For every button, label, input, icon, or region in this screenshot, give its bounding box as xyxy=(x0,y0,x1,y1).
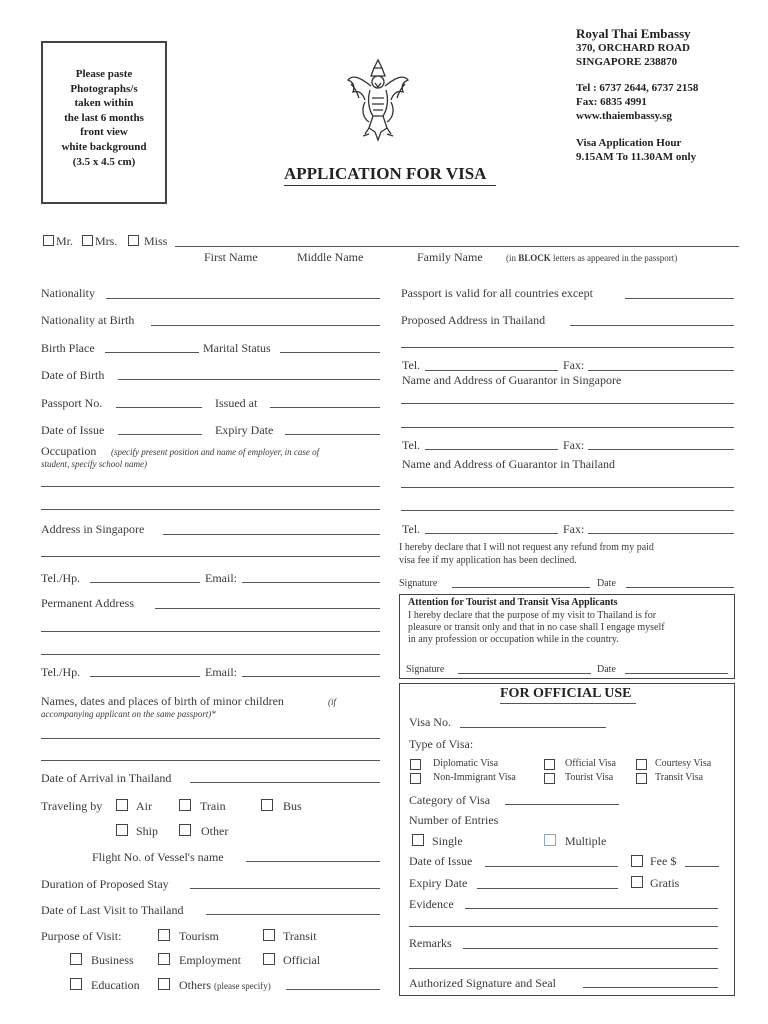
attention-text: I hereby declare that the purpose of my visit to Thailand is for xyxy=(408,610,657,621)
signature-1-field[interactable] xyxy=(452,587,590,588)
ship-label: Ship xyxy=(136,824,159,838)
fax-2-field[interactable] xyxy=(588,449,734,450)
flight-label: Flight No. of Vessel's name xyxy=(92,850,224,864)
nationality-label: Nationality xyxy=(41,286,95,300)
fax-3-label: Fax: xyxy=(563,522,585,536)
date-1-label: Date xyxy=(597,578,616,589)
nationality-birth-field[interactable] xyxy=(151,325,380,326)
evidence-label: Evidence xyxy=(409,897,454,911)
signature-1-label: Signature xyxy=(399,578,438,589)
refund-declaration: I hereby declare that I will not request any refund from my paid xyxy=(399,542,654,553)
business-checkbox[interactable] xyxy=(70,953,82,965)
fax-1-label: Fax: xyxy=(563,358,585,372)
occupation-note-2: student, specify school name) xyxy=(41,459,147,469)
air-checkbox[interactable] xyxy=(116,799,128,811)
non-immigrant-visa-checkbox[interactable] xyxy=(410,773,421,784)
address-sg-field-2[interactable] xyxy=(41,556,380,557)
proposed-address-field-1[interactable] xyxy=(570,325,734,326)
fee-checkbox[interactable] xyxy=(631,855,643,867)
education-label: Education xyxy=(91,978,140,992)
authorized-signature-field[interactable] xyxy=(583,987,718,988)
minor-children-label: Names, dates and places of birth of minor children xyxy=(41,694,284,708)
first-name-label: First Name xyxy=(204,250,258,264)
tel-hp-label: Tel./Hp. xyxy=(41,571,81,585)
permanent-address-label: Permanent Address xyxy=(41,596,134,610)
occupation-field-1[interactable] xyxy=(41,486,380,487)
name-field[interactable] xyxy=(175,246,739,247)
date-issue-label: Date of Issue xyxy=(41,423,105,437)
duration-field[interactable] xyxy=(190,888,380,889)
occupation-label: Occupation xyxy=(41,444,97,458)
last-visit-label: Date of Last Visit to Thailand xyxy=(41,903,184,917)
transit-visa-label: Transit Visa xyxy=(655,772,704,783)
marital-status-label: Marital Status xyxy=(203,341,271,355)
address-sg-field-1[interactable] xyxy=(163,534,380,535)
tel-2-field[interactable] xyxy=(425,449,558,450)
category-field[interactable] xyxy=(505,804,619,805)
occupation-note: (specify present position and name of employer, in case of xyxy=(111,447,320,457)
tel-hp-2-field[interactable] xyxy=(90,676,200,677)
tel-hp-2-label: Tel./Hp. xyxy=(41,665,81,679)
fax-3-field[interactable] xyxy=(588,533,734,534)
proposed-address-label: Proposed Address in Thailand xyxy=(401,313,546,327)
photo-line: Photographs/s xyxy=(70,82,138,95)
remarks-field-1[interactable] xyxy=(463,948,718,949)
email-2-label: Email: xyxy=(205,665,237,679)
attention-box xyxy=(399,594,735,679)
date-2-field[interactable] xyxy=(625,673,728,674)
family-name-label: Family Name xyxy=(417,250,483,264)
middle-name-label: Middle Name xyxy=(297,250,364,264)
tourism-checkbox[interactable] xyxy=(158,929,170,941)
occupation-field-2[interactable] xyxy=(41,509,380,510)
dob-field[interactable] xyxy=(118,379,380,380)
air-label: Air xyxy=(136,799,152,813)
bus-checkbox[interactable] xyxy=(261,799,273,811)
arrival-date-label: Date of Arrival in Thailand xyxy=(41,771,172,785)
non-immigrant-visa-label: Non-Immigrant Visa xyxy=(433,772,516,783)
miss-checkbox[interactable] xyxy=(128,235,139,246)
nationality-field[interactable] xyxy=(106,298,380,299)
other-checkbox[interactable] xyxy=(179,824,191,836)
passport-valid-field[interactable] xyxy=(625,298,734,299)
remarks-field-2[interactable] xyxy=(409,968,718,969)
visa-type-label: Type of Visa: xyxy=(409,737,474,751)
visa-no-label: Visa No. xyxy=(409,715,451,729)
mr-checkbox[interactable] xyxy=(43,235,54,246)
photo-box xyxy=(41,41,167,204)
duration-label: Duration of Proposed Stay xyxy=(41,877,169,891)
passport-valid-label: Passport is valid for all countries except xyxy=(401,286,593,300)
address-sg-label: Address in Singapore xyxy=(41,522,145,536)
bus-label: Bus xyxy=(283,799,302,813)
official-visa-label: Official Visa xyxy=(565,758,616,769)
email-2-field[interactable] xyxy=(242,676,380,677)
minor-children-note: (if xyxy=(328,697,336,707)
others-field[interactable] xyxy=(286,989,380,990)
remarks-label: Remarks xyxy=(409,936,452,950)
official-label: Official xyxy=(283,953,321,967)
tel-hp-field[interactable] xyxy=(90,582,200,583)
business-label: Business xyxy=(91,953,134,967)
traveling-by-label: Traveling by xyxy=(41,799,103,813)
other-label: Other xyxy=(201,824,229,838)
permanent-address-field-3[interactable] xyxy=(41,654,380,655)
official-title-underline xyxy=(500,703,636,704)
arrival-date-field[interactable] xyxy=(190,782,380,783)
tel-1-label: Tel. xyxy=(402,358,421,372)
email-field[interactable] xyxy=(242,582,380,583)
official-expiry-field[interactable] xyxy=(477,888,618,889)
education-checkbox[interactable] xyxy=(70,978,82,990)
refund-declaration-2: visa fee if my application has been declined. xyxy=(399,555,577,566)
date-1-field[interactable] xyxy=(626,587,734,588)
dob-label: Date of Birth xyxy=(41,368,105,382)
marital-status-field[interactable] xyxy=(280,352,380,353)
miss-label: Miss xyxy=(144,234,168,248)
proposed-address-field-2[interactable] xyxy=(401,347,734,348)
birth-place-field[interactable] xyxy=(105,352,199,353)
mr-label: Mr. xyxy=(56,234,74,248)
minor-children-field-2[interactable] xyxy=(41,760,380,761)
guarantor-th-field-1[interactable] xyxy=(401,487,734,488)
page-title: APPLICATION FOR VISA xyxy=(284,164,487,183)
guarantor-sg-field-2[interactable] xyxy=(401,427,734,428)
transit-checkbox[interactable] xyxy=(263,929,275,941)
mrs-label: Mrs. xyxy=(95,234,118,248)
embassy-name: Royal Thai Embassy xyxy=(576,26,691,41)
purpose-label: Purpose of Visit: xyxy=(41,929,122,943)
visa-hour: 9.15AM To 11.30AM only xyxy=(576,151,697,163)
transit-label: Transit xyxy=(283,929,317,943)
tourist-visa-label: Tourist Visa xyxy=(565,772,614,783)
gratis-label: Gratis xyxy=(650,876,680,890)
last-visit-field[interactable] xyxy=(206,914,380,915)
photo-line: white background xyxy=(61,140,147,153)
issued-at-field[interactable] xyxy=(270,407,380,408)
fax-2-label: Fax: xyxy=(563,438,585,452)
multiple-entry-checkbox[interactable] xyxy=(544,834,556,846)
flight-field[interactable] xyxy=(246,861,380,862)
guarantor-sg-label: Name and Address of Guarantor in Singapore xyxy=(402,373,622,387)
photo-line: (3.5 x 4.5 cm) xyxy=(72,155,136,168)
photo-line: front view xyxy=(80,126,128,139)
tourist-visa-checkbox[interactable] xyxy=(544,773,555,784)
nationality-birth-label: Nationality at Birth xyxy=(41,313,135,327)
tourism-label: Tourism xyxy=(179,929,219,943)
authorized-signature-label: Authorized Signature and Seal xyxy=(409,976,556,990)
guarantor-th-label: Name and Address of Guarantor in Thailand xyxy=(402,457,616,471)
minor-children-note-2: accompanying applicant on the same passport)* xyxy=(41,709,216,719)
embassy-fax: Fax: 6835 4991 xyxy=(576,96,647,108)
official-expiry-label: Expiry Date xyxy=(409,876,468,890)
attention-title: Attention for Tourist and Transit Visa Applicants xyxy=(408,597,618,608)
train-checkbox[interactable] xyxy=(179,799,191,811)
tel-2-label: Tel. xyxy=(402,438,421,452)
employment-label: Employment xyxy=(179,953,241,967)
guarantor-th-field-2[interactable] xyxy=(401,510,734,511)
official-use-box xyxy=(399,683,735,996)
title-underline xyxy=(284,185,496,186)
block-letters-note: (in BLOCK letters as appeared in the passport) xyxy=(506,253,678,263)
single-entry-label: Single xyxy=(432,834,463,848)
photo-instructions xyxy=(43,67,165,169)
evidence-field-2[interactable] xyxy=(409,926,718,927)
diplomatic-visa-checkbox[interactable] xyxy=(410,759,421,770)
birth-place-label: Birth Place xyxy=(41,341,95,355)
official-checkbox[interactable] xyxy=(263,953,275,965)
fee-field[interactable] xyxy=(685,866,719,867)
tel-3-label: Tel. xyxy=(402,522,421,536)
ship-checkbox[interactable] xyxy=(116,824,128,836)
courtesy-visa-label: Courtesy Visa xyxy=(655,758,712,769)
date-issue-field[interactable] xyxy=(118,434,202,435)
issued-at-label: Issued at xyxy=(215,396,258,410)
tel-3-field[interactable] xyxy=(425,533,558,534)
mrs-checkbox[interactable] xyxy=(82,235,93,246)
expiry-label: Expiry Date xyxy=(215,423,274,437)
passport-no-label: Passport No. xyxy=(41,396,103,410)
category-label: Category of Visa xyxy=(409,793,491,807)
tel-1-field[interactable] xyxy=(425,370,558,371)
fax-1-field[interactable] xyxy=(588,370,734,371)
official-date-issue-label: Date of Issue xyxy=(409,854,473,868)
courtesy-visa-checkbox[interactable] xyxy=(636,759,647,770)
signature-2-label: Signature xyxy=(406,664,445,675)
attention-text-3: in any profession or occupation while in the country. xyxy=(408,634,619,645)
minor-children-field-1[interactable] xyxy=(41,738,380,739)
visa-hour-title: Visa Application Hour xyxy=(576,137,682,149)
official-visa-checkbox[interactable] xyxy=(544,759,555,770)
others-checkbox[interactable] xyxy=(158,978,170,990)
entries-label: Number of Entries xyxy=(409,813,499,827)
embassy-tel: Tel : 6737 2644, 6737 2158 xyxy=(576,82,699,94)
permanent-address-field-1[interactable] xyxy=(155,608,380,609)
passport-no-field[interactable] xyxy=(116,407,202,408)
others-label: Others (please specify) xyxy=(179,978,271,992)
evidence-field-1[interactable] xyxy=(465,908,718,909)
fee-label: Fee $ xyxy=(650,854,677,868)
single-entry-checkbox[interactable] xyxy=(412,834,424,846)
embassy-address-1: 370, ORCHARD ROAD xyxy=(576,42,690,54)
transit-visa-checkbox[interactable] xyxy=(636,773,647,784)
date-2-label: Date xyxy=(597,664,616,675)
photo-line: the last 6 months xyxy=(64,111,144,124)
embassy-website: www.thaiembassy.sg xyxy=(576,110,672,122)
email-label: Email: xyxy=(205,571,237,585)
official-date-issue-field[interactable] xyxy=(485,866,618,867)
multiple-entry-label: Multiple xyxy=(565,834,607,848)
guarantor-sg-field-1[interactable] xyxy=(401,403,734,404)
diplomatic-visa-label: Diplomatic Visa xyxy=(433,758,499,769)
visa-no-field[interactable] xyxy=(460,727,606,728)
photo-line: taken within xyxy=(74,97,134,110)
photo-line: Please paste xyxy=(75,68,133,80)
permanent-address-field-2[interactable] xyxy=(41,631,380,632)
employment-checkbox[interactable] xyxy=(158,953,170,965)
attention-text-2: pleasure or transit only and that in no case shall I engage myself xyxy=(408,622,665,633)
embassy-address-2: SINGAPORE 238870 xyxy=(576,56,678,68)
garuda-emblem xyxy=(345,56,411,142)
expiry-field[interactable] xyxy=(285,434,380,435)
train-label: Train xyxy=(200,799,226,813)
gratis-checkbox[interactable] xyxy=(631,876,643,888)
official-use-title: FOR OFFICIAL USE xyxy=(500,686,632,701)
signature-2-field[interactable] xyxy=(458,673,591,674)
